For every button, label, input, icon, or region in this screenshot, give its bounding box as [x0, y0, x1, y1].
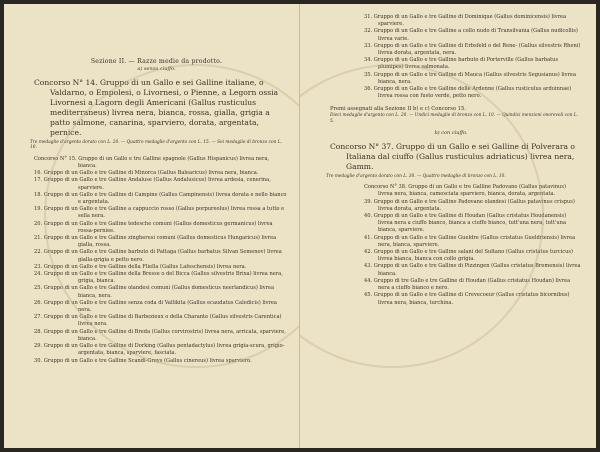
list-item: 32. Gruppo di un Gallo e tre Galline a collo nudo di Transilvania (Gallus nudicollis) livrea varie. [364, 28, 578, 42]
book-spread [4, 4, 596, 448]
list-item: 45. Gruppo di un Gallo e tre Galline di Crevecoeur (Gallus cristatus bicornibus) livrea nera, bianca, turchina. [364, 292, 570, 306]
list-item: 23. Gruppo di un Gallo e tre Galline della Fliella (Gallus Lafeschensis) livrea nera. [34, 263, 247, 270]
list-item: 33. Gruppo di un Gallo e tre Galline di Erbsfeld o del Rene- (Gallus silvestris Rheni) livrea dorata, argentata, nera. [364, 42, 581, 57]
left-entry-list [24, 156, 289, 365]
list-item: 40. Gruppo di un Gallo e tre Galline di Houdan (Gallus cristatus Houdanensis) livrea nera a ciuffo bianco, bianca a ciuffo bianco, tutt'una nera, tutt'una bianca, sparviere. [364, 213, 567, 234]
list-item: 28. Gruppo di un Gallo e tre Galline di Breda (Gallus corvirostris) livrea nera, arricata, sparviere, bianca. [34, 328, 286, 342]
list-item: 34. Gruppo di un Gallo e tre Galline barbuto di Porterville (Gallus barbatus plumipes) livrea salmonata. [364, 57, 559, 71]
list-item: 39. Gruppo di un Gallo e tre Galline Padovane olandesi (Gallus patavinus crispus) livrea dorata, argentata. [364, 198, 575, 212]
concorso-14: Concorso N° 14. Gruppo di un Gallo e sei Galline italiane, o Valdarno, o Empolesi, o Livornesi, o Pienne, a Legorn ossia Livornesi a Lagorn degli Americani (Gallus rusticulus mediterraneus) livrea nera, bianca, rossa, gialla, grigia a patto salmone, canarina, sparviero, dorata, argentata, pernice. [34, 78, 279, 137]
list-item: 26. Gruppo di un Gallo e tre Galline senza coda di Vallikita (Gallus ecaudatus Caledicis) livrea nera. [34, 299, 277, 314]
list-item: Concorso N° 38. Gruppo di un Gallo e tre Galline Padovane (Gallus patavinus) livrea nera, bianca, camosciata sparviero, bianca, dorata, argentata. [364, 184, 566, 198]
list-item: 16. Gruppo di un Gallo e tre Galline di Minorca (Gallus Balearicus) livrea nera, bianca. [34, 170, 259, 177]
list-item: 18. Gruppo di un Gallo e tre Galline di Campine (Gallus Campinensis) livrea dorata e nello bianco e argentata. [34, 191, 287, 206]
section-subtitle: a) senza ciuffo. [137, 66, 176, 72]
right-entry-list-top [320, 14, 582, 100]
list-item: 41. Gruppo di un Gallo e tre Galline Gueldre (Gallus cristatus Gueldriensis) livrea nera, bianca, sparviere. [364, 234, 576, 248]
right-page [300, 4, 596, 448]
list-item: 21. Gruppo di un Gallo e tre Galline zingheresi comuni (Gallus domesticus Hungaricus) livrea gialla, rossa. [34, 235, 277, 249]
list-item: 44. Gruppo di tre Gallo e tre Galline di Houdan (Gallus cristatus Houdan) livrea nera a ciuffo bianco e nero. [364, 277, 571, 292]
list-item: 25. Gruppo di un Gallo e tre Galline olandesi comuni (Gallus domesticus neerlandicus) livrea bianca, nera. [34, 285, 275, 299]
list-item: 20. Gruppo di un Gallo e tre Galline tedesche comuni (Gallus domesticus germanicus) livrea rossa-perniee. [34, 220, 273, 234]
right-entry-list-bottom [320, 184, 582, 306]
section-b-subtitle: b) con ciuffo. [434, 129, 468, 136]
section-title: Sezione II. — Razze medie da prodotto. [90, 58, 223, 65]
concorso-37: Concorso N° 37. Gruppo di un Gallo e sei Galline di Polverara o Italiana dal ciuffo (Gallus rusticulus adriaticus) livrea nera, Gamm. [330, 141, 575, 171]
list-item: Concorso N° 15. Gruppo di un Gallo e tre Galline spagnole (Gallus Hispanicus) livrea nera, bianca. [34, 155, 270, 170]
prizes-summary: Premi assegnati alla Sezione II b) e c) Concorso 15. [330, 106, 466, 113]
list-item: 19. Gruppo di un Gallo e tre Galline a cappuccio rosso (Gallus porpureolus) livrea rossa a tutto e sella nera. [34, 206, 285, 220]
list-item: 24. Gruppo di un Gallo e tre Galline della Bresse o del Bicca (Gallus silvestris Brixa) livrea nera, grigia, bianca. [34, 271, 283, 285]
list-item: 30. Gruppo di un Gallo e tre Galline Scandi-Greys (Gallus cinereus) livrea sparviero. [34, 357, 252, 364]
list-item: 36. Gruppo di un Gallo e tre Galline delle Ardenne (Gallus rusticulus arduinnae) livrea rossa con fusto verde, petto nero. [364, 86, 572, 100]
list-item: 27. Gruppo di un Gallo e tre Galline di Barbezieux o della Charante (Gallus silvestris Carentica) livrea nera. [34, 314, 282, 328]
list-item: 17. Gruppo di un Gallo e tre Galline Andaluse (Gallus Andalusicus) livrea ardesia, cenerina, sparviere. [34, 177, 271, 191]
prizes-summary-detail: Dieci medaglie d'argento con L. 20. — Undici medaglie di bronzo con L. 10. — Quindici menzioni onorevoli con L. 5. [330, 113, 578, 124]
list-item: 29. Gruppo di un Gallo e tre Galline di Dorking (Gallus pentadactylus) livrea grigia-scura, grigio-argentata, bianca, sparviere, fasciata. [34, 343, 285, 357]
concorso-14-prizes: Tre medaglie d'argento dorato con L. 20. — Quattro medaglie d'argento con L. 15. — Sei medaglie di bronzo con L. 10. [30, 140, 282, 151]
list-item: 35. Gruppo di un Gallo e tre Galline di Mauca (Gallus silvestris Segusianus) livrea bianca, nera. [364, 71, 576, 85]
list-item: 22. Gruppo di un Gallo e tre Galline barbuto di Pattaga (Gallus barbatus Silvan Semenov) livrea gialla-grigia e petto nero. [34, 249, 282, 263]
list-item: 31. Gruppo di un Gallo e tre Galline di Dominique (Gallus dominicensis) livrea sparviere. [364, 14, 567, 28]
concorso-37-prizes: Tre medaglie d'argento dorato con L. 30. — Quattro medaglie di bronzo con L. 10. [326, 173, 506, 179]
list-item: 43. Gruppo di un Gallo e tre Galline di Pizzingen (Gallus cristatus Bremensis) livrea bianca. [364, 263, 581, 277]
left-page [4, 4, 300, 448]
list-item: 42. Gruppo di un Gallo e tre Galline salani del Sultano (Gallus cristatus turcicus) livrea bianca, bianca con collo grigia. [364, 249, 573, 263]
